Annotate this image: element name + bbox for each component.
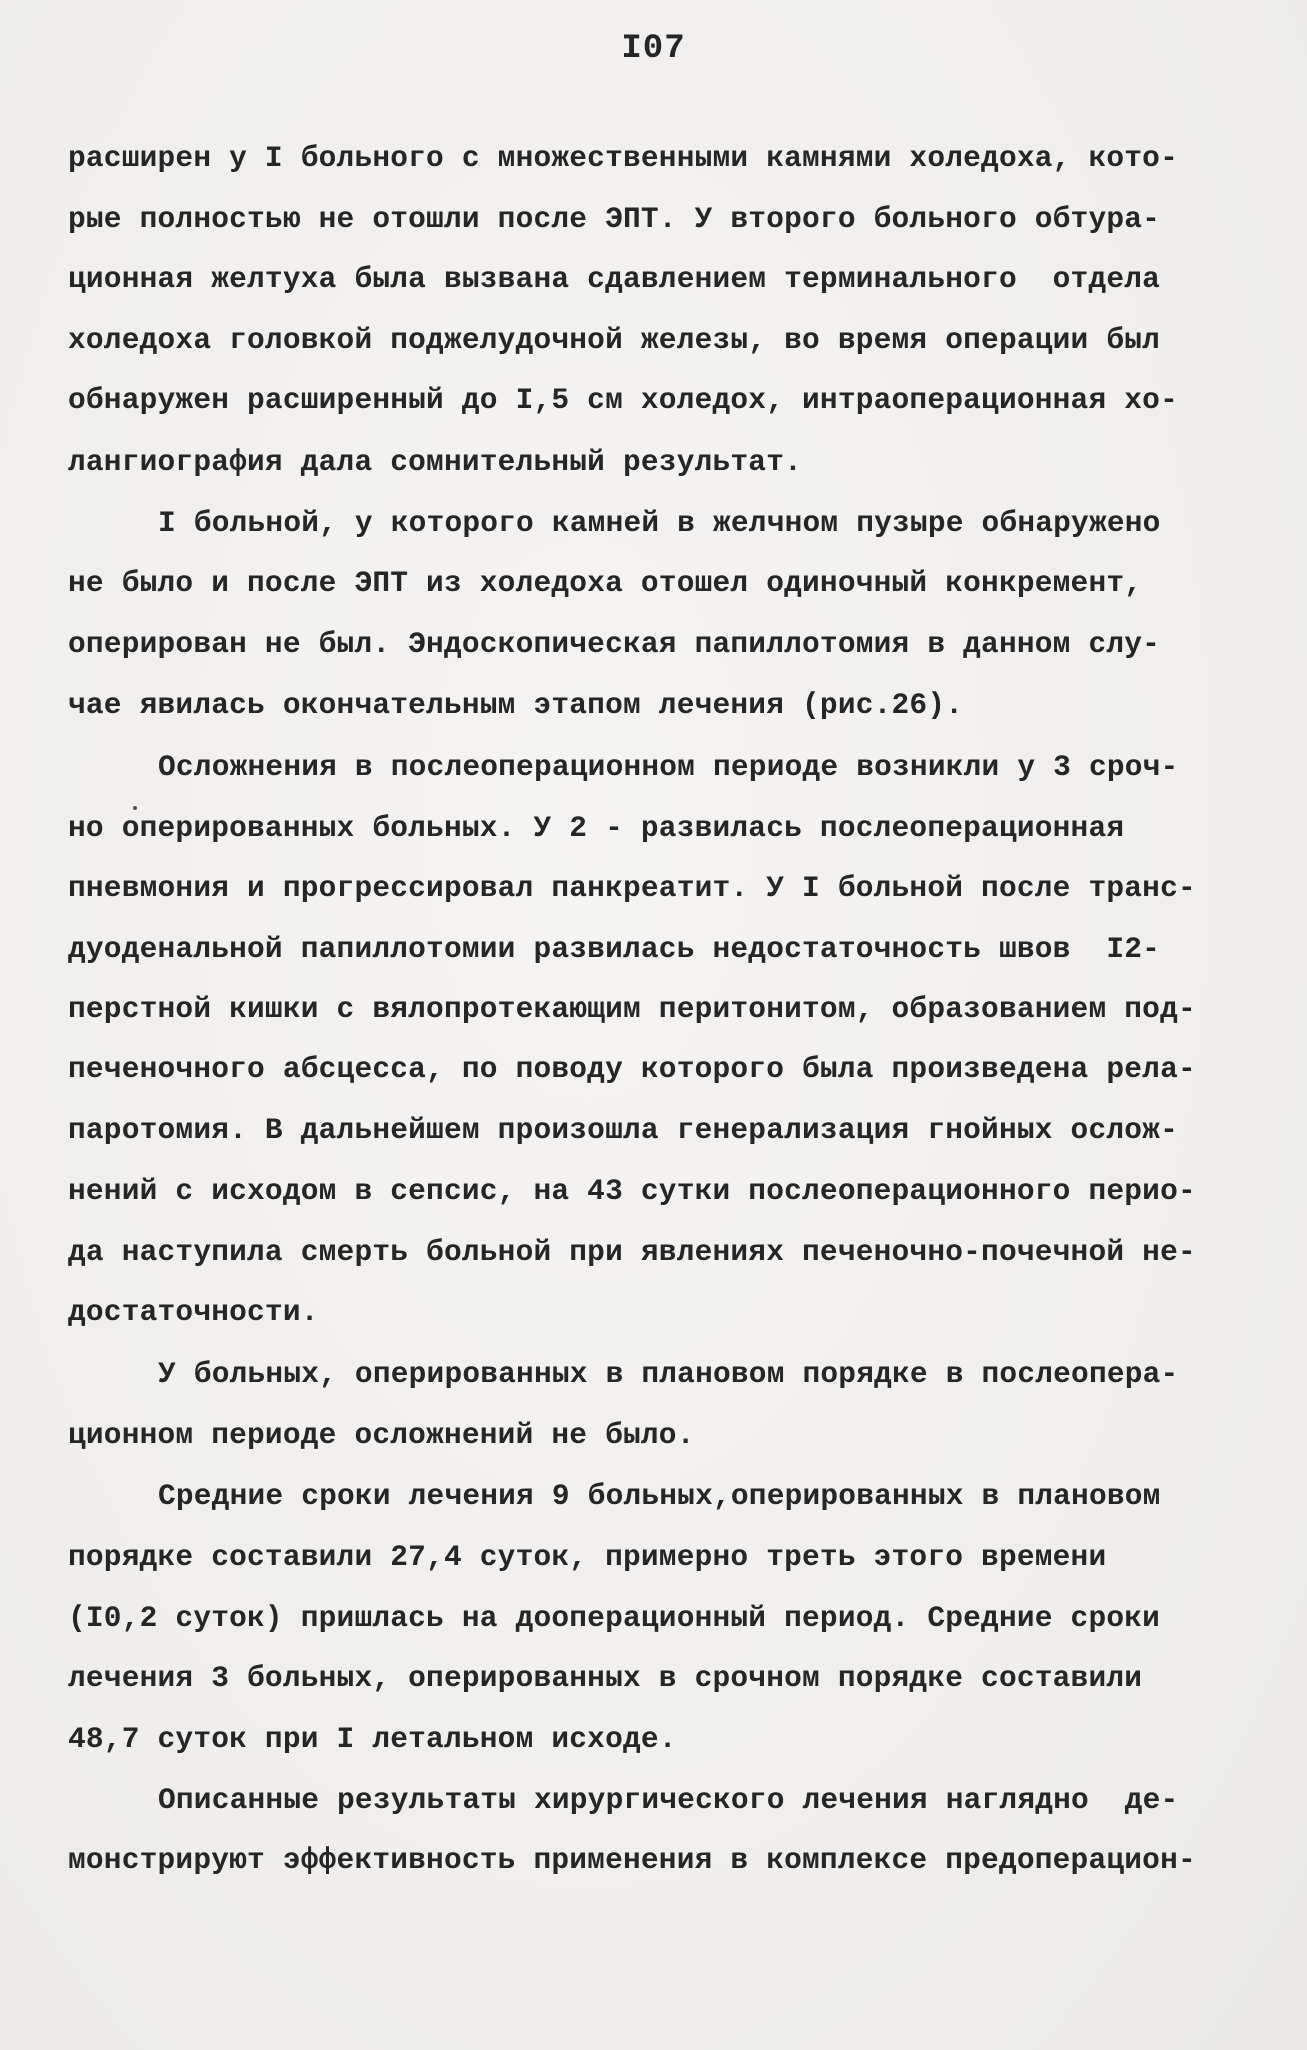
text-line: достаточности.: [68, 1295, 319, 1329]
text-line: дуоденальной папиллотомии развилась недостаточность швов I2-: [68, 932, 1161, 966]
text-line: рые полностью не отошли после ЭПТ. У второго больного обтура-: [68, 202, 1161, 236]
text-line: нений с исходом в сепсис, на 43 сутки послеоперационного перио-: [68, 1174, 1196, 1208]
text-line: (I0,2 суток) пришлась на дооперационный период. Средние сроки: [68, 1601, 1161, 1635]
text-line: не было и после ЭПТ из холедоха отошел одиночный конкремент,: [68, 566, 1143, 600]
text-line: паротомия. В дальнейшем произошла генерализация гнойных ослож-: [68, 1113, 1178, 1147]
text-line: монстрируют эффективность применения в комплексе предоперацион-: [68, 1843, 1196, 1877]
text-line: холедоха головкой поджелудочной железы, во время операции был: [68, 323, 1161, 357]
text-line: пневмония и прогрессировал панкреатит. У I больной после транс-: [68, 871, 1196, 905]
text-line: перстной кишки с вялопротекающим перитонитом, образованием под-: [68, 992, 1196, 1026]
text-line: порядке составили 27,4 суток, примерно треть этого времени: [68, 1540, 1107, 1574]
text-line: оперирован не был. Эндоскопическая папиллотомия в данном слу-: [68, 627, 1161, 661]
text-line: обнаружен расширенный до I,5 см холедох, интраоперационная хо-: [68, 383, 1178, 417]
text-line: лангиография дала сомнительный результат.: [68, 445, 803, 479]
text-line: лечения 3 больных, оперированных в срочном порядке составили: [68, 1661, 1143, 1695]
text-line: 48,7 суток при I летальном исходе.: [68, 1722, 677, 1756]
text-line: ционная желтуха была вызвана сдавлением терминального отдела: [68, 262, 1161, 296]
ink-dot-mark: [133, 806, 137, 810]
text-line: расширен у I больного с множественными камнями холедоха, кото-: [68, 141, 1178, 175]
text-line: У больных, оперированных в плановом порядке в послеопера-: [158, 1357, 1179, 1391]
text-line: Осложнения в послеоперационном периоде возникли у 3 сроч-: [158, 750, 1179, 784]
text-line: ционном периоде осложнений не было.: [68, 1418, 695, 1452]
text-line: да наступила смерть больной при явлениях печеночно-почечной не-: [68, 1235, 1196, 1269]
text-line: Средние сроки лечения 9 больных,оперированных в плановом: [158, 1479, 1161, 1513]
text-line: Описанные результаты хирургического лечения наглядно де-: [158, 1783, 1179, 1817]
text-line: чае явилась окончательным этапом лечения (рис.26).: [68, 688, 964, 722]
text-line: но оперированных больных. У 2 - развилась послеоперационная: [68, 811, 1125, 845]
text-line: печеночного абсцесса, по поводу которого была произведена рела-: [68, 1052, 1196, 1086]
page-number: I07: [621, 30, 686, 68]
text-line: I больной, у которого камней в желчном пузыре обнаружено: [158, 506, 1161, 540]
